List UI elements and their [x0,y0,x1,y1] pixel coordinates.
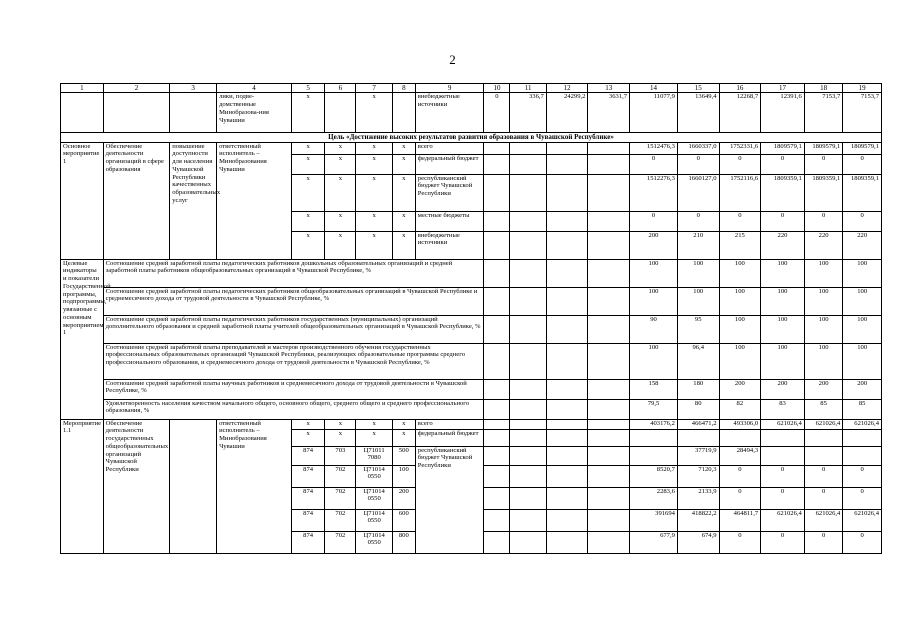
table-row: х х х х федеральный бюджет [61,429,882,446]
table-row [61,343,882,379]
value-cell: 0 [761,154,805,174]
col-num: 16 [719,84,761,93]
table-row: 874 702 Ц71014 0550 800 677,9 674,9 0 0 0 0 [61,531,882,553]
executor-cell: ответственный исполнитель – Минобразования Чувашии [217,142,292,259]
value-cell: 1752116,6 [719,174,761,211]
value-cell: 1809359,1 [804,174,843,211]
value-cell: 0 [804,154,843,174]
value-cell: 464811,7 [719,509,761,531]
col-num: 14 [630,84,678,93]
page-number: 2 [449,52,456,67]
value-cell: 13649,4 [677,93,719,133]
value-cell: 0 [761,465,805,487]
value-cell: 418822,2 [677,509,719,531]
value-cell: 100 [719,315,761,343]
col-num: 18 [804,84,843,93]
value-cell: 8520,7 [630,465,678,487]
value-cell: 95 [677,315,719,343]
col-num: 5 [291,84,324,93]
indicator-text: Соотношение средней заработной платы преподавателей и мастеров производственного обучения государственных профессиональных образовательных организаций Чувашской Республики, реализующих образовательные программы среднего профессионального образования, и среднемесячного дохода от трудовой деятельности в Чувашской Республике, % [103,343,484,379]
value-cell: 220 [843,231,882,259]
value-cell: 100 [843,343,882,379]
indicator-text: Соотношение средней заработной платы педагогических работников дошкольных образовательных организаций и средней заработной платы работников общеобразовательных организаций в Чувашской Республике, % [103,259,484,287]
col-num: 2 [103,84,170,93]
value-cell: 336,7 [510,93,546,133]
col-num: 10 [484,84,510,93]
value-cell: 621026,4 [804,419,843,429]
source-cell: внебюджетные источники [415,231,484,259]
source-cell: федеральный бюджет [415,429,484,446]
value-cell: 0 [677,154,719,174]
event-description: Обеспечение деятельности государственных общеобразовательных организаций Чувашской Республики [103,419,170,553]
program-finance-table [60,83,882,554]
value-cell: 100 [677,287,719,315]
value-cell: 100 [843,315,882,343]
value-cell: 85 [843,399,882,419]
source-cell: местные бюджеты [415,211,484,231]
value-cell: 0 [843,465,882,487]
table-row: Основное мероприятие 1 Обеспечение деятельности организаций в сфере образования повышение доступности для населения Чувашской Республики качественных образовательных услуг ответственный исполнитель – Минобразования Чувашии х х х х всего 1512476,3 1660337,0 1752331,6 1809579,1 1809579,1 1809579,1 [61,142,882,154]
value-cell: 0 [719,154,761,174]
col-num: 7 [356,84,392,93]
col-num: 19 [843,84,882,93]
value-cell: 3631,7 [588,93,630,133]
value-cell: 0 [630,154,678,174]
value-cell: 12268,7 [719,93,761,133]
value-cell: 7120,3 [677,465,719,487]
value-cell: 220 [761,231,805,259]
value-cell: 100 [630,287,678,315]
value-cell: 215 [719,231,761,259]
value-cell: 1752331,6 [719,142,761,154]
value-cell: 0 [804,465,843,487]
event-name: Основное мероприятие 1 [61,142,104,259]
value-cell: 200 [719,379,761,399]
col-num: 9 [415,84,484,93]
value-cell: 96,4 [677,343,719,379]
value-cell: 100 [843,259,882,287]
value-cell: 0 [843,487,882,509]
value-cell: 0 [719,487,761,509]
value-cell: 677,9 [630,531,678,553]
value-cell: 0 [761,487,805,509]
goal-title: Цель «Достижение высоких результатов развития образования в Чувашской Республике» [61,133,882,142]
table-row: х х х х федеральный бюджет 0 0 0 0 0 0 [61,154,882,174]
table-row [61,287,882,315]
col-num: 8 [392,84,415,93]
goal-row [61,133,882,142]
table-row [61,399,882,419]
value-cell: 621026,4 [761,419,805,429]
table-row: 874 702 Ц71014 0550 100 8520,7 7120,3 0 0 0 0 [61,465,882,487]
value-cell: 100 [761,315,805,343]
value-cell: 85 [804,399,843,419]
value-cell: 0 [719,531,761,553]
value-cell: 1660127,0 [677,174,719,211]
table-row: 874 702 Ц71014 0550 200 2283,6 2133,9 0 0 0 0 [61,487,882,509]
value-cell: 100 [719,287,761,315]
value-cell: 100 [804,259,843,287]
col-num: 12 [546,84,588,93]
value-cell: 621026,4 [761,509,805,531]
value-cell: 391694 [630,509,678,531]
value-cell: 180 [677,379,719,399]
event-name: Мероприятие 1.1 [61,419,104,553]
value-cell: 0 [843,531,882,553]
col-num: 4 [217,84,292,93]
value-cell: 0 [484,93,510,133]
value-cell: 493306,0 [719,419,761,429]
value-cell: 0 [761,211,805,231]
col-num: 3 [170,84,217,93]
source-cell: республиканский бюджет Чувашской Республики [415,174,484,211]
value-cell: 0 [719,211,761,231]
value-cell: 0 [677,211,719,231]
indicators-label: Целевые индикаторы и показатели Государственной программы, подпрограммы, увязанные с основным мероприятием 1 [61,259,104,419]
value-cell: 0 [804,211,843,231]
value-cell: 200 [804,379,843,399]
indicator-text: Соотношение средней заработной платы научных работников и среднемесячного дохода от трудовой деятельности в Чувашской Республике, % [103,379,484,399]
value-cell: 1809579,1 [761,142,805,154]
value-cell: 621026,4 [804,509,843,531]
table-row [61,379,882,399]
value-cell: 1809579,1 [843,142,882,154]
table-row: Мероприятие 1.1 Обеспечение деятельности государственных общеобразовательных организаций Чувашской Республики ответственный исполнитель – Минобразования Чувашии х х х х всего 403176,2 466471,2 493306,0 621026,4 621026,4 621026,4 [61,419,882,429]
value-cell: 7153,7 [843,93,882,133]
column-number-row [61,84,882,93]
value-cell: 90 [630,315,678,343]
value-cell: 100 [677,259,719,287]
table-row: х х х х республиканский бюджет Чувашской Республики 1512276,3 1660127,0 1752116,6 1809359,1 1809359,1 1809359,1 [61,174,882,211]
indicator-text: Соотношение средней заработной платы педагогических работников государственных (муниципальных) организаций дополнительного образования и средней заработной платы учителей общеобразовательных организаций в Чувашской Республике, % [103,315,484,343]
table-row: 874 702 Ц71014 0550 600 391694 418822,2 464811,7 621026,4 621026,4 621026,4 [61,509,882,531]
indicator-text: Соотношение средней заработной платы педагогических работников общеобразовательных организаций в Чувашской Республике и среднемесячного дохода от трудовой деятельности в Чувашской Республике, % [103,287,484,315]
value-cell: 11077,9 [630,93,678,133]
table-row [61,315,882,343]
source-cell: внебюджетные источники [415,93,484,133]
value-cell: 158 [630,379,678,399]
value-cell: 100 [761,287,805,315]
value-cell: 220 [804,231,843,259]
table-row: 874 703 Ц71011 7080 500 республиканский бюджет Чувашской Республики 37719,9 28494,3 [61,446,882,465]
indicator-text: Удовлетворенность населения качеством начального общего, основного общего, среднего общего и среднего профессионального образования, % [103,399,484,419]
value-cell: 0 [843,211,882,231]
col-num: 15 [677,84,719,93]
value-cell: 82 [719,399,761,419]
table-row: х х х х местные бюджеты 0 0 0 0 0 0 [61,211,882,231]
event-goal: повышение доступности для населения Чувашской Республики качественных образовательных услуг [170,142,217,259]
value-cell: 100 [804,343,843,379]
value-cell: 0 [804,531,843,553]
value-cell: 1660337,0 [677,142,719,154]
value-cell: 79,5 [630,399,678,419]
value-cell: 2133,9 [677,487,719,509]
value-cell: 100 [843,287,882,315]
value-cell: 1809359,1 [843,174,882,211]
value-cell: 100 [630,343,678,379]
value-cell: 200 [630,231,678,259]
value-cell: 0 [630,211,678,231]
value-cell: 1512276,3 [630,174,678,211]
value-cell: 466471,2 [677,419,719,429]
value-cell: 0 [804,487,843,509]
value-cell: 80 [677,399,719,419]
value-cell: 100 [719,259,761,287]
value-cell: 100 [804,315,843,343]
source-cell: федеральный бюджет [415,154,484,174]
value-cell: 100 [630,259,678,287]
value-cell: 621026,4 [843,509,882,531]
source-cell: всего [415,419,484,429]
source-cell: республиканский бюджет Чувашской Республики [415,446,484,553]
value-cell: 37719,9 [677,446,719,465]
value-cell: 200 [843,379,882,399]
value-cell: 7153,7 [804,93,843,133]
event-description: Обеспечение деятельности организаций в сфере образования [103,142,170,259]
value-cell: 1809359,1 [761,174,805,211]
col-num: 1 [61,84,104,93]
executor-cell: лики, подве-домственные Минобразова-ния Чувашии [217,93,292,133]
col-num: 17 [761,84,805,93]
col-num: 6 [325,84,356,93]
value-cell: 24299,2 [546,93,588,133]
table-row: лики, подве-домственные Минобразова-ния Чувашии х х внебюджетные источники 0 336,7 24299,2 3631,7 11077,9 13649,4 12268,7 12391,6 7153,7 7153,7 [61,93,882,133]
value-cell: 100 [804,287,843,315]
value-cell: 200 [761,379,805,399]
value-cell: 210 [677,231,719,259]
value-cell: 674,9 [677,531,719,553]
value-cell: 0 [843,154,882,174]
value-cell: 403176,2 [630,419,678,429]
value-cell: 100 [719,343,761,379]
value-cell: 28494,3 [719,446,761,465]
value-cell: 0 [761,531,805,553]
executor-cell: ответственный исполнитель – Минобразования Чувашии [217,419,292,553]
value-cell: 100 [761,343,805,379]
col-num: 11 [510,84,546,93]
value-cell: 1809579,1 [804,142,843,154]
value-cell: 100 [761,259,805,287]
value-cell: 12391,6 [761,93,805,133]
value-cell: 83 [761,399,805,419]
table-row: х х х х внебюджетные источники 200 210 215 220 220 220 [61,231,882,259]
value-cell: 621026,4 [843,419,882,429]
col-num: 13 [588,84,630,93]
value-cell: 0 [719,465,761,487]
source-cell: всего [415,142,484,154]
table-row [61,259,882,287]
value-cell: 1512476,3 [630,142,678,154]
value-cell: 2283,6 [630,487,678,509]
